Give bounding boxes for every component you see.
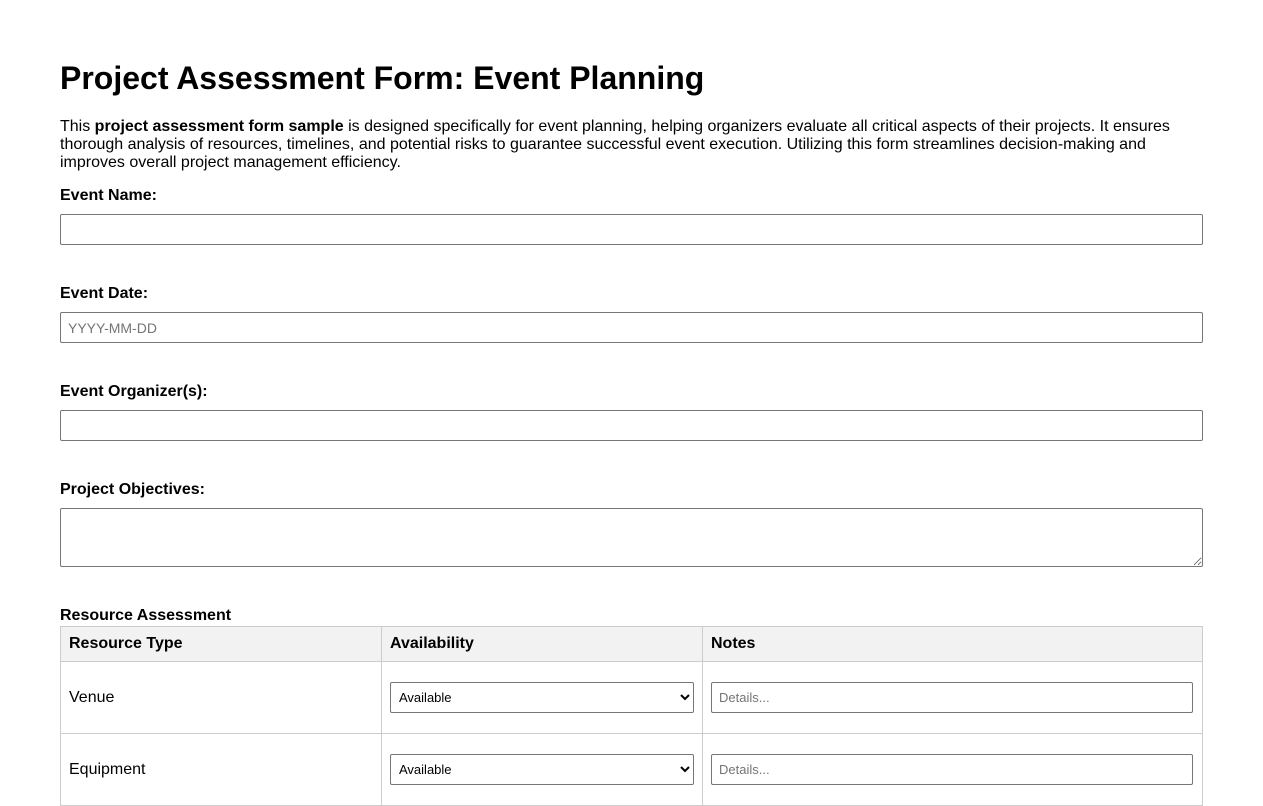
availability-select[interactable] (390, 754, 694, 785)
intro-bold-phrase: project assessment form sample (94, 118, 344, 135)
event-date-label: Event Date: (60, 285, 149, 302)
resource-type-cell: Venue (61, 662, 382, 734)
event-name-label: Event Name: (60, 187, 157, 204)
table-row (61, 662, 1203, 734)
intro-prefix: This (60, 118, 95, 135)
header-availability: Availability (382, 627, 703, 662)
page-title: Project Assessment Form: Event Planning (60, 60, 705, 96)
event-name-input[interactable] (60, 214, 1203, 245)
table-row (61, 734, 1203, 806)
notes-cell (703, 662, 1203, 734)
table-header-row (61, 627, 1203, 662)
intro-suffix: is designed specifically for event planning, helping organizers evaluate all critical aspects of their projects. It ensures thorough analysis of resources, timelines, and potential risks to guarantee successful event execution. Utilizing this form streamlines decision-making and improves overall project management efficiency. (60, 118, 1170, 171)
event-organizers-input[interactable] (60, 410, 1203, 441)
event-date-input[interactable] (60, 312, 1203, 343)
resource-assessment-table (60, 626, 1203, 806)
availability-select[interactable] (390, 682, 694, 713)
project-objectives-textarea[interactable] (60, 508, 1203, 567)
availability-cell (382, 734, 703, 806)
notes-input[interactable] (711, 754, 1193, 785)
resource-type-cell: Equipment (61, 734, 382, 806)
header-resource-type: Resource Type (61, 627, 382, 662)
notes-cell (703, 734, 1203, 806)
intro-paragraph (60, 118, 1203, 172)
notes-input[interactable] (711, 682, 1193, 713)
event-organizers-label: Event Organizer(s): (60, 383, 208, 400)
header-notes: Notes (703, 627, 1203, 662)
availability-cell (382, 662, 703, 734)
project-objectives-label: Project Objectives: (60, 481, 205, 498)
resource-assessment-title: Resource Assessment (60, 607, 232, 624)
